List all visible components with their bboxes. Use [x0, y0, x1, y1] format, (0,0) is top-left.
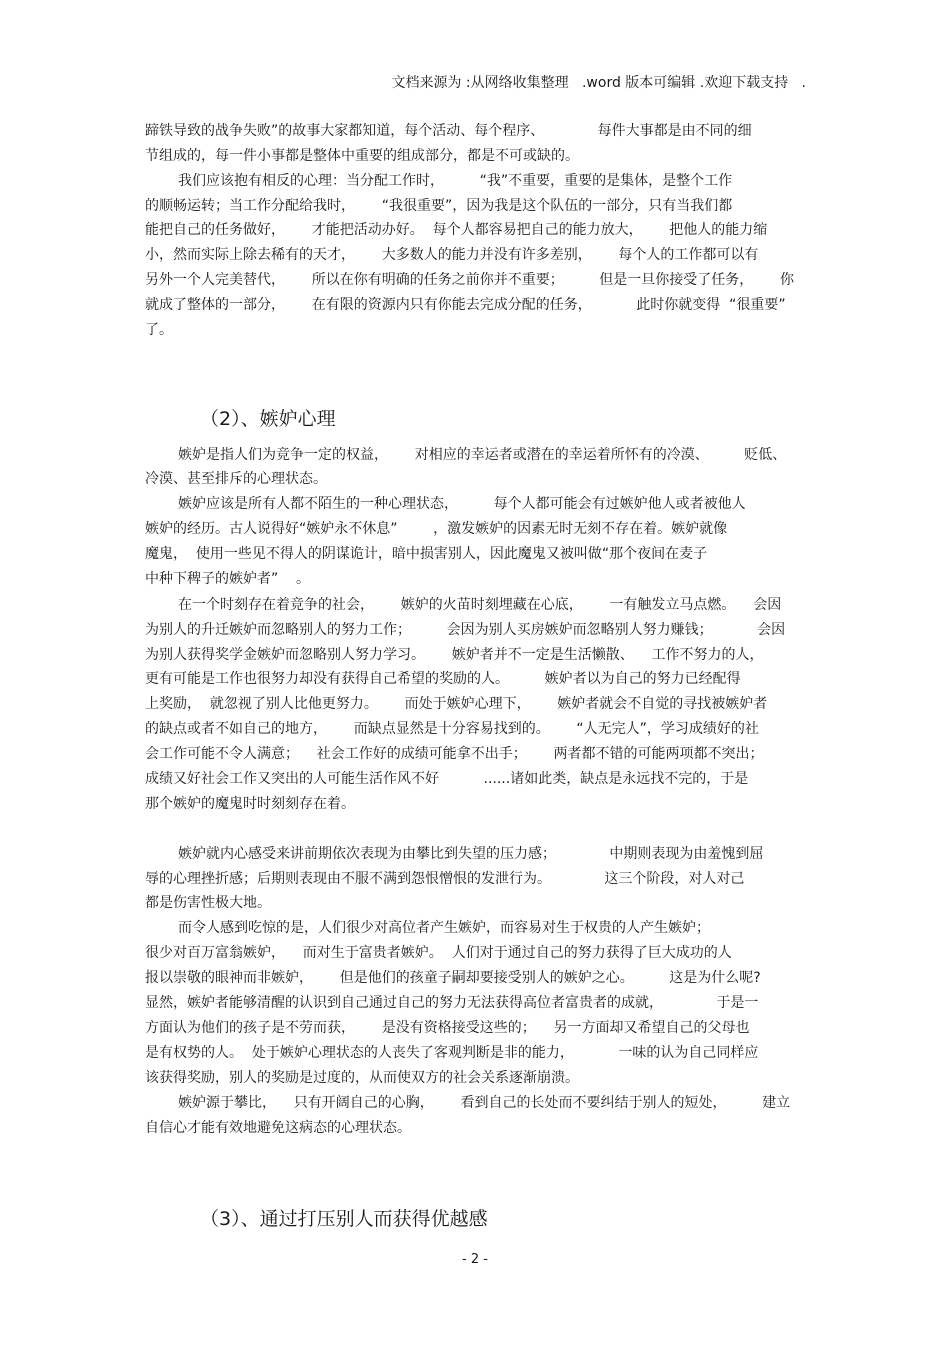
- text-line: 都是伤害性极大地。: [145, 895, 271, 911]
- text-line: 在一个时刻存在着竞争的社会， 嫉妒的火苗时刻埋藏在心底， 一有触发立马点燃。 会因: [178, 597, 782, 613]
- text-line: 嫉妒的经历。古人说得好“嫉妒永不休息” ，激发嫉妒的因素无时无刻不存在着。嫉妒就像: [145, 521, 728, 537]
- text-line: 嫉妒是指人们为竞争一定的权益， 对相应的幸运者或潜在的幸运着所怀有的冷漠、 贬低、: [178, 447, 787, 463]
- text-line: 小，然而实际上除去稀有的天才， 大多数人的能力并没有许多差别， 每个人的工作都可以有: [145, 247, 759, 263]
- text-line: 的顺畅运转；当工作分配给我时， “我很重要”，因为我是这个队伍的一部分，只有当我们都: [145, 198, 733, 214]
- text-line: 成绩又好社会工作又突出的人可能生活作风不好 ......诸如此类，缺点是永远找不完的，于是: [145, 771, 749, 787]
- text-line: 上奖励， 就忽视了别人比他更努力。 而处于嫉妒心理下， 嫉妒者就会不自觉的寻找被嫉妒者: [145, 696, 768, 712]
- text-line: 为别人的升迁嫉妒而忽略别人的努力工作； 会因为别人买房嫉妒而忽略别人努力赚钱； 会因: [145, 622, 786, 638]
- section-heading-envy: （2）、嫉妒心理: [200, 408, 336, 430]
- section-heading-superiority: （3）、通过打压别人而获得优越感: [200, 1208, 488, 1230]
- text-line: 能把自己的任务做好， 才能把活动办好。 每个人都容易把自己的能力放大， 把他人的能力缩: [145, 222, 768, 238]
- text-line: 自信心才能有效地避免这病态的心理状态。: [145, 1120, 411, 1136]
- text-line: 方面认为他们的孩子是不劳而获， 是没有资格接受这些的； 另一方面却又希望自己的父母也: [145, 1020, 750, 1036]
- text-line: 是有权势的人。 处于嫉妒心理状态的人丧失了客观判断是非的能力， 一味的认为自己同样应: [145, 1045, 759, 1061]
- text-line: 显然，嫉妒者能够清醒的认识到自己通过自己的努力无法获得高位者富贵者的成就， 于是一: [145, 995, 759, 1011]
- text-line: 冷漠、甚至排斥的心理状态。: [145, 471, 327, 487]
- text-line: 那个嫉妒的魔鬼时时刻刻存在着。: [145, 796, 355, 812]
- text-line: 另外一个人完美替代， 所以在你有明确的任务之前你并不重要； 但是一旦你接受了任务， 你: [145, 272, 795, 288]
- text-line: 就成了整体的一部分， 在有限的资源内只有你能去完成分配的任务， 此时你就变得 “很重要”: [145, 297, 786, 313]
- text-line: 为别人获得奖学金嫉妒而忽略别人努力学习。 嫉妒者并不一定是生活懒散、 工作不努力的人，: [145, 647, 764, 663]
- text-line: 该获得奖励，别人的奖励是过度的，从而使双方的社会关系逐渐崩溃。: [145, 1070, 579, 1086]
- text-line: 报以崇敬的眼神而非嫉妒， 但是他们的孩童子嗣却要接受别人的嫉妒之心。 这是为什么呢?: [145, 970, 761, 986]
- text-line: 嫉妒应该是所有人都不陌生的一种心理状态， 每个人都可能会有过嫉妒他人或者被他人: [178, 496, 746, 512]
- text-line: 蹄铁导致的战争失败”的故事大家都知道，每个活动、每个程序、 每件大事都是由不同的细: [145, 123, 752, 139]
- text-line: 更有可能是工作也很努力却没有获得自己希望的奖励的人。 嫉妒者以为自己的努力已经配得: [145, 671, 741, 687]
- text-line: 嫉妒源于攀比， 只有开阔自己的心胸， 看到自己的长处而不要纠结于别人的短处， 建立: [178, 1095, 791, 1111]
- text-line: 会工作可能不令人满意； 社会工作好的成绩可能拿不出手； 两者都不错的可能两项都不突出；: [145, 746, 764, 762]
- text-line: 中种下稗子的嫉妒者” 。: [145, 571, 311, 587]
- text-line: 嫉妒就内心感受来讲前期依次表现为由攀比到失望的压力感； 中期则表现为由羞愧到屈: [178, 846, 764, 862]
- text-line: 我们应该抱有相反的心理：当分配工作时， “我”不重要，重要的是集体，是整个工作: [178, 173, 733, 189]
- text-line: 节组成的，每一件小事都是整体中重要的组成部分，都是不可或缺的。: [145, 148, 579, 164]
- text-line: 魔鬼， 使用一些见不得人的阴谋诡计，暗中损害别人，因此魔鬼又被叫做“那个夜间在麦子: [145, 546, 708, 562]
- page-number: - 2 -: [462, 1252, 488, 1267]
- text-line: 很少对百万富翁嫉妒， 而对生于富贵者嫉妒。 人们对于通过自己的努力获得了巨大成功的人: [145, 945, 732, 961]
- text-line: 了。: [145, 322, 173, 338]
- text-line: 辱的心理挫折感；后期则表现由不服不满到怨恨憎恨的发泄行为。 这三个阶段，对人对己: [145, 871, 745, 887]
- page-header: 文档来源为 :从网络收集整理 .word 版本可编辑 .欢迎下载支持 .: [391, 75, 806, 91]
- text-line: 的缺点或者不如自己的地方， 而缺点显然是十分容易找到的。 “人无完人”，学习成绩好的社: [145, 721, 759, 737]
- text-line: 而令人感到吃惊的是，人们很少对高位者产生嫉妒，而容易对生于权贵的人产生嫉妒；: [178, 920, 710, 936]
